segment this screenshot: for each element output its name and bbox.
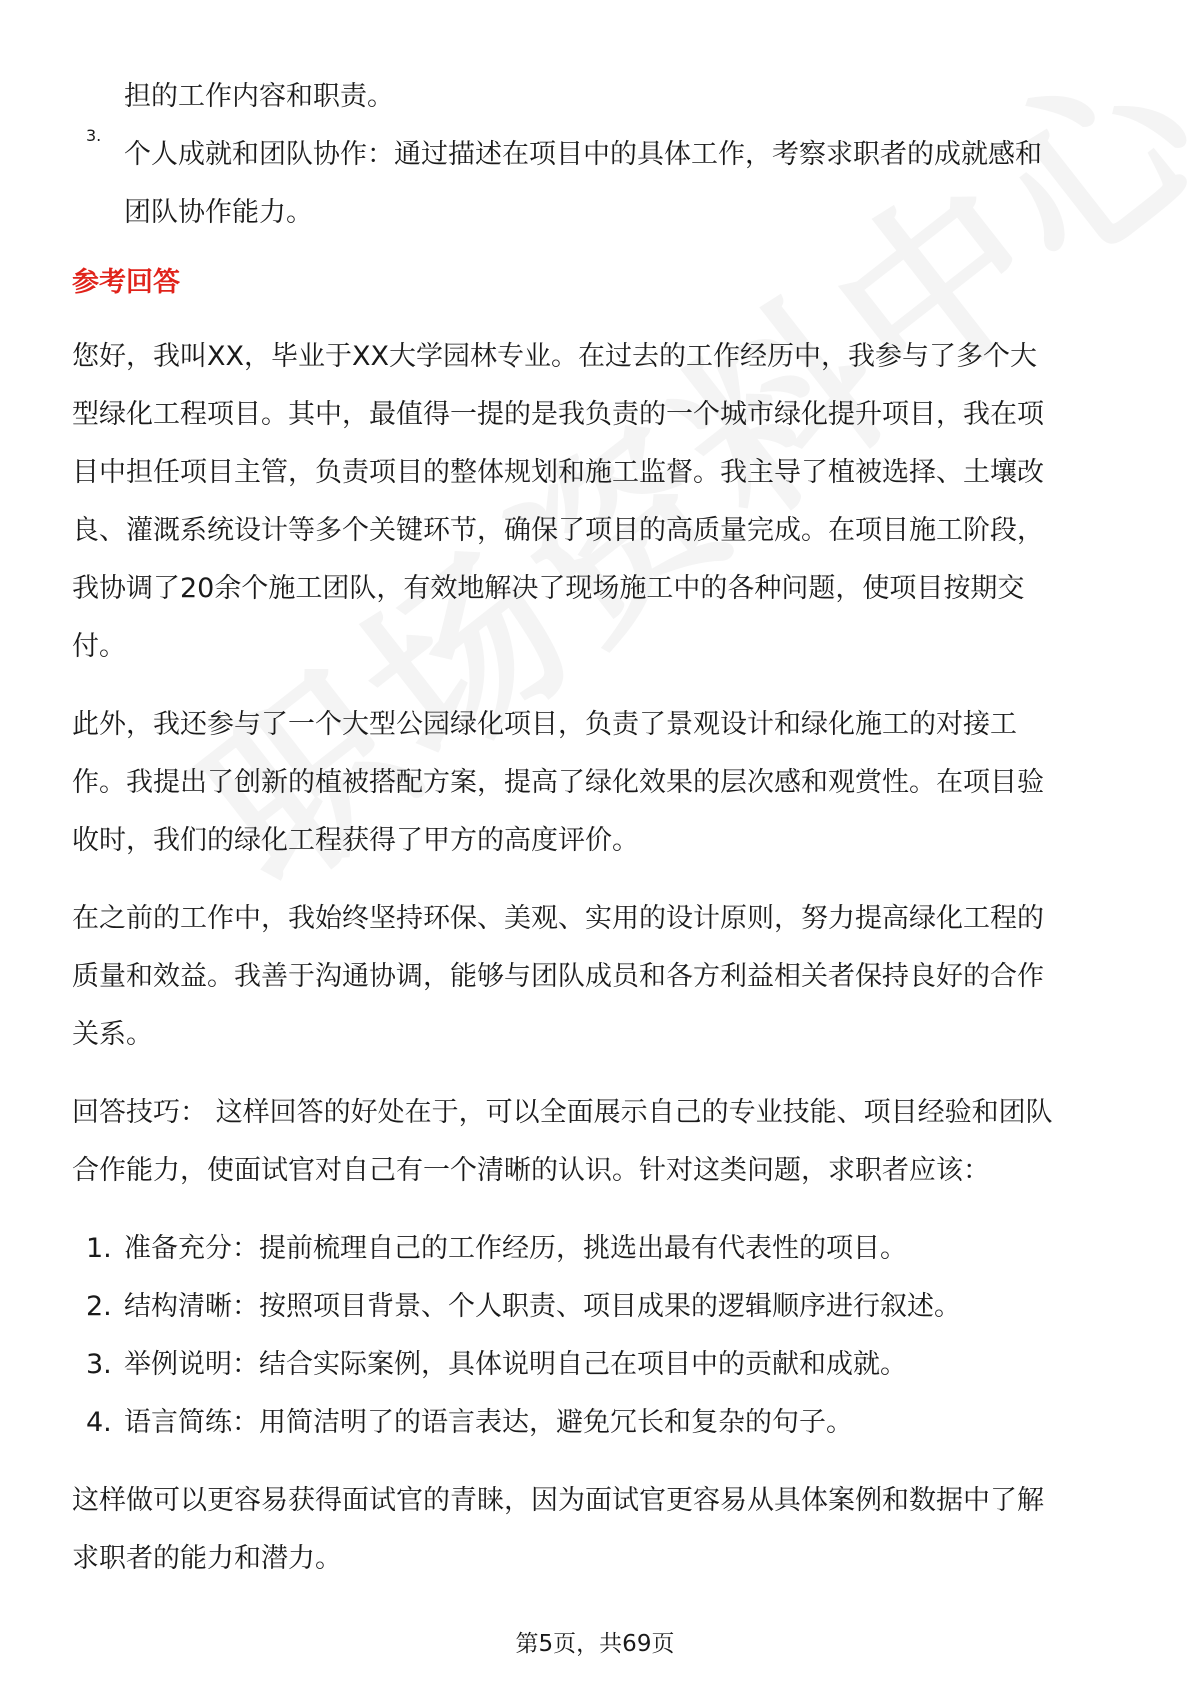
list-item — [72, 1278, 1122, 1336]
list-item-continuation: 担的工作内容和职责。 — [124, 81, 394, 112]
list-item-text: 个人成就和团队协作：通过描述在项目中的具体工作，考察求职者的成就感和 — [124, 139, 1042, 170]
paragraph — [72, 328, 1122, 676]
paragraph — [72, 1084, 1122, 1200]
paragraph-line: 我协调了20余个施工团队，有效地解决了现场施工中的各种问题，使项目按期交 — [72, 573, 1025, 604]
paragraph-line: 收时，我们的绿化工程获得了甲方的高度评价。 — [72, 825, 639, 856]
list-item-text: 举例说明：结合实际案例，具体说明自己在项目中的贡献和成就。 — [124, 1349, 907, 1380]
list-item-number: 1. — [86, 1233, 112, 1264]
list-item-number: 3. — [86, 126, 102, 145]
paragraph — [72, 890, 1122, 1064]
paragraph-line: 求职者的能力和潜力。 — [72, 1543, 342, 1574]
tips-list — [72, 1220, 1122, 1452]
paragraph-line: 关系。 — [72, 1019, 153, 1050]
paragraph — [72, 696, 1122, 870]
list-item-text: 准备充分：提前梳理自己的工作经历，挑选出最有代表性的项目。 — [124, 1233, 907, 1264]
list-item — [72, 1220, 1122, 1278]
paragraph-line: 作。我提出了创新的植被搭配方案，提高了绿化效果的层次感和观赏性。在项目验 — [72, 767, 1044, 798]
list-item-number: 4. — [86, 1407, 112, 1438]
paragraph-line: 付。 — [72, 631, 126, 662]
page-number-footer: 第5页，共69页 — [515, 1631, 675, 1657]
paragraph-line: 质量和效益。我善于沟通协调，能够与团队成员和各方利益相关者保持良好的合作 — [72, 961, 1044, 992]
paragraph — [72, 1472, 1122, 1588]
list-item — [72, 1336, 1122, 1394]
list-item-text: 结构清晰：按照项目背景、个人职责、项目成果的逻辑顺序进行叙述。 — [124, 1291, 961, 1322]
list-item-number: 2. — [86, 1291, 112, 1322]
list-item-text: 团队协作能力。 — [124, 197, 313, 228]
reference-answer-heading: 参考回答 — [72, 267, 180, 298]
page-content — [72, 68, 1122, 1608]
paragraph-line: 合作能力，使面试官对自己有一个清晰的认识。针对这类问题，求职者应该： — [72, 1155, 990, 1186]
paragraph-line: 这样做可以更容易获得面试官的青睐，因为面试官更容易从具体案例和数据中了解 — [72, 1485, 1044, 1516]
paragraph-line: 在之前的工作中，我始终坚持环保、美观、实用的设计原则，努力提高绿化工程的 — [72, 903, 1044, 934]
list-item — [72, 126, 1122, 242]
list-item-text: 语言简练：用简洁明了的语言表达，避免冗长和复杂的句子。 — [124, 1407, 853, 1438]
paragraph-line: 回答技巧： 这样回答的好处在于，可以全面展示自己的专业技能、项目经验和团队 — [72, 1097, 1053, 1128]
list-item — [72, 1394, 1122, 1452]
list-item-number: 3. — [86, 1349, 112, 1380]
paragraph-line: 您好，我叫XX，毕业于XX大学园林专业。在过去的工作经历中，我参与了多个大 — [72, 341, 1037, 372]
paragraph-line: 良、灌溉系统设计等多个关键环节，确保了项目的高质量完成。在项目施工阶段， — [72, 515, 1044, 546]
paragraph-line: 目中担任项目主管，负责项目的整体规划和施工监督。我主导了植被选择、土壤改 — [72, 457, 1044, 488]
paragraph-line: 此外，我还参与了一个大型公园绿化项目，负责了景观设计和绿化施工的对接工 — [72, 709, 1017, 740]
paragraph-line: 型绿化工程项目。其中，最值得一提的是我负责的一个城市绿化提升项目，我在项 — [72, 399, 1044, 430]
